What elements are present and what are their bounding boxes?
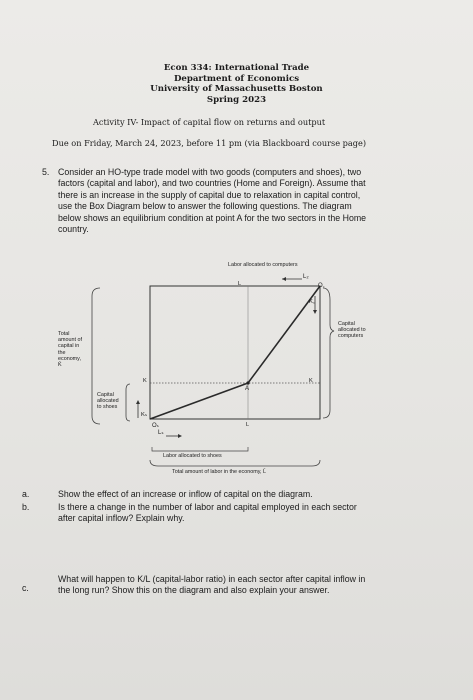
university-name: University of Massachusetts Boston	[150, 84, 323, 94]
top-arrow-label: L₂	[303, 274, 309, 280]
left-label-line: capital in	[58, 343, 80, 350]
total-labor-bracket	[150, 460, 320, 466]
right-label-line: computers	[338, 333, 364, 340]
left-label-line: economy,	[58, 355, 81, 362]
capital-shoes-label	[97, 392, 119, 411]
point-a-dot	[246, 381, 249, 384]
shoes-label-line: allocated	[97, 398, 119, 405]
question-5-line: country.	[58, 224, 89, 235]
part-b-text	[58, 502, 428, 525]
ls-label: Lₛ	[158, 430, 164, 436]
question-5-line: there is an increase in the supply of capital due to relaxation in capital control,	[58, 189, 361, 200]
left-label-line: the	[58, 349, 66, 356]
part-c-label: c.	[22, 583, 29, 593]
contract-curve-lower	[150, 383, 248, 419]
term: Spring 2023	[206, 95, 267, 105]
ks-arrow-head	[136, 400, 140, 404]
right-label-line: Capital	[338, 321, 355, 327]
kc-label: K꜀	[309, 299, 315, 305]
l-top-label: L	[238, 281, 242, 287]
left-label-line: amount of	[58, 337, 82, 344]
k-left-label: K	[143, 378, 147, 384]
activity-title: Activity IV- Impact of capital flow on returns and output	[93, 117, 326, 127]
right-brace	[323, 288, 334, 418]
labor-shoes-label: Labor allocated to shoes	[163, 453, 222, 459]
shoes-label-line: to shoes	[97, 404, 118, 411]
part-b-line: after capital inflow? Explain why.	[58, 513, 185, 524]
part-b-label: b.	[22, 502, 30, 512]
question-5-line: use the Box Diagram below to answer the following questions. The diagram	[58, 201, 352, 212]
total-capital-label	[58, 331, 82, 368]
kc-arrow-head	[313, 310, 317, 314]
course-title: Econ 334: International Trade	[163, 63, 310, 73]
part-a-label: a.	[22, 489, 30, 499]
left-label-line: Total	[58, 331, 70, 337]
due-date: Due on Friday, March 24, 2023, before 11 pm (via Blackboard course page)	[52, 138, 367, 148]
question-5-line: factors (capital and labor), and two countries (Home and Foreign). Assume that	[58, 178, 366, 189]
question-5-line: Consider an HO-type trade model with two goods (computers and shoes), two	[58, 167, 362, 177]
part-c-line: the long run? Show this on the diagram and also explain your answer.	[58, 585, 330, 596]
top-axis-label: Labor allocated to computers	[228, 262, 298, 268]
question-5-number: 5.	[42, 167, 50, 177]
l-bottom-label: L	[246, 422, 250, 428]
labor-shoes-bracket	[152, 447, 248, 451]
right-label-line: allocated to	[338, 327, 366, 334]
k-right-label: K	[309, 378, 313, 384]
capital-computers-label	[338, 321, 366, 340]
shoes-capital-bracket	[126, 384, 130, 421]
point-a-label: A	[245, 386, 250, 392]
total-labor-label: Total amount of labor in the economy, L̄	[172, 469, 266, 475]
department-name: Department of Economics	[173, 74, 300, 84]
part-a-text: Show the effect of an increase or inflow of capital on the diagram.	[58, 489, 313, 499]
ks-label: Kₛ	[141, 412, 148, 418]
left-label-line: K̄	[58, 362, 62, 369]
box-frame	[150, 286, 320, 419]
ls-arrow-head	[178, 434, 182, 438]
oc-origin-label: O꜀	[318, 283, 325, 289]
part-c-text	[58, 574, 438, 597]
question-5-line: below shows an equilibrium condition at point A for the two sectors in the Home	[58, 212, 367, 223]
part-b-line: Is there a change in the number of labor and capital employed in each sector	[58, 502, 357, 512]
shoes-label-line: Capital	[97, 392, 114, 398]
os-origin-label: Oₛ	[152, 423, 159, 429]
part-c-line: What will happen to K/L (capital-labor ratio) in each sector after capital inflow in	[58, 574, 366, 584]
top-arrow-head	[282, 277, 286, 281]
